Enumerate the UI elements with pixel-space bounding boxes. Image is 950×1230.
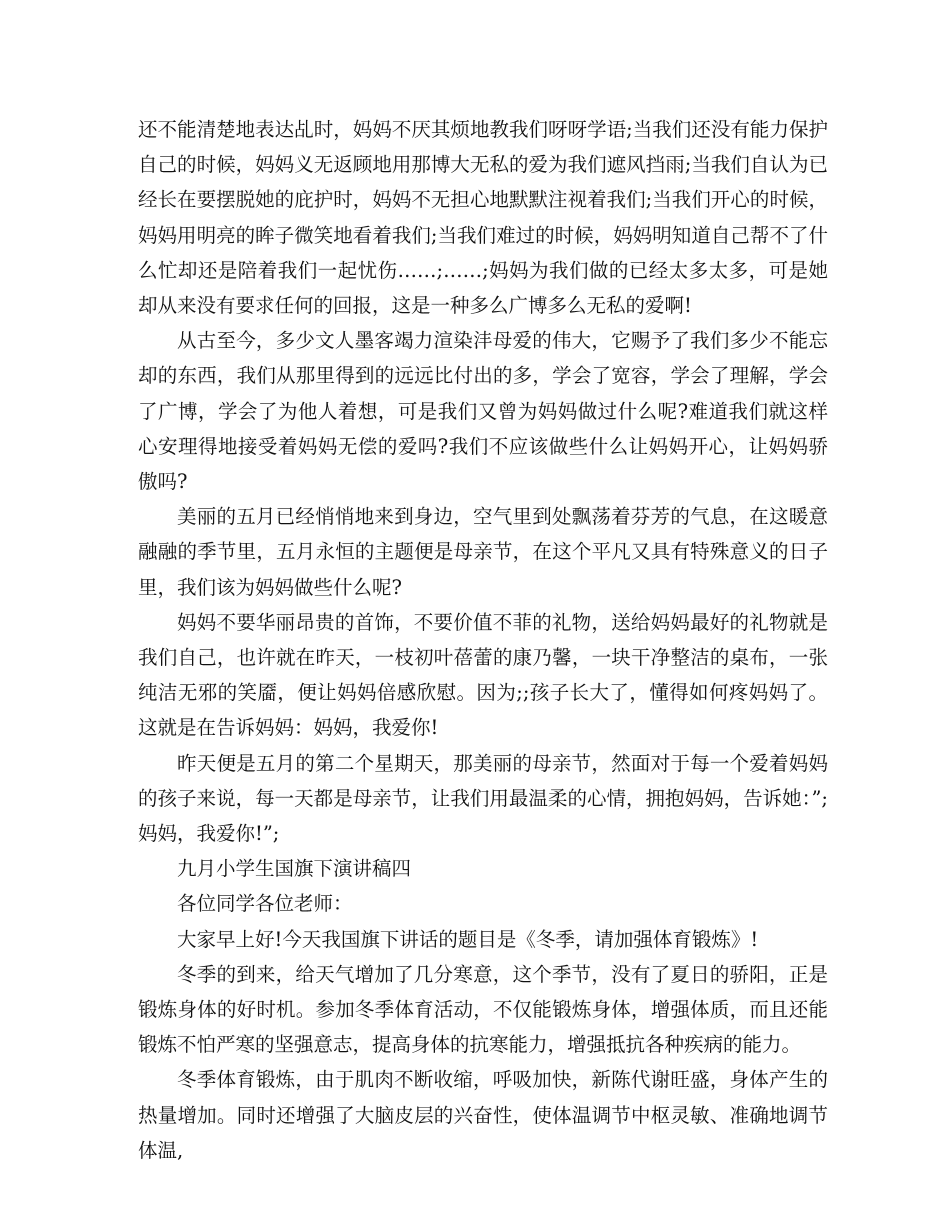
paragraph-5: 昨天便是五月的第二个星期天，那美丽的母亲节，然面对于每一个爱着妈妈的孩子来说，每一天都是母亲节，让我们用最温柔的心情，拥抱妈妈，告诉她：”;妈妈，我爱你!”; (138, 751, 828, 846)
document-body (138, 112, 828, 1168)
speech-title: 九月小学生国旗下演讲稿四 (177, 857, 412, 881)
paragraph-1: 还不能清楚地表达乩时，妈妈不厌其烦地教我们呀呀学语;当我们还没有能力保护自己的时候，妈妈义无返顾地用那博大无私的爱为我们遮风挡雨;当我们自认为已经长在要摆脱她的庇护时，妈妈不无担心地默默注视着我们;当我们开心的时候，妈妈用明亮的眸子微笑地看着我们;当我们难过的时候，妈妈明知道自己帮不了什么忙却还是陪着我们一起忧伤……;……;妈妈为我们做的已经太多太多，可是她却从来没有要求任何的回报，这是一种多么广博多么无私的爱啊! (138, 118, 828, 318)
paragraph-9: 冬季的到来，给天气增加了几分寒意，这个季节，没有了夏日的骄阳，正是锻炼身体的好时机。参加冬季体育活动，不仅能锻炼身体，增强体质，而且还能锻炼不怕严寒的坚强意志，提高身体的抗寒能力，增强抵抗各种疾病的能力。 (138, 962, 828, 1057)
paragraph-greeting: 大家早上好!今天我国旗下讲话的题目是《冬季，请加强体育锻炼》! (177, 927, 759, 951)
paragraph-2: 从古至今，多少文人墨客竭力渲染沣母爱的伟大，它赐予了我们多少不能忘却的东西，我们从那里得到的远远比付出的多，学会了宽容，学会了理解，学会了广博，学会了为他人着想，可是我们又曾为妈妈做过什么呢?难道我们就这样心安理得地接受着妈妈无偿的爱吗?我们不应该做些什么让妈妈开心，让妈妈骄傲吗? (138, 329, 828, 494)
paragraph-4: 妈妈不要华丽昂贵的首饰，不要价值不菲的礼物，送给妈妈最好的礼物就是我们自己，也许就在昨天，一枝初叶蓓蕾的康乃馨，一块干净整洁的桌布，一张纯洁无邪的笑靥，便让妈妈倍感欣慰。因为;;孩子长大了，懂得如何疼妈妈了。这就是在告诉妈妈：妈妈，我爱你! (138, 610, 828, 740)
salutation: 各位同学各位老师： (177, 892, 353, 916)
paragraph-3: 美丽的五月已经悄悄地来到身边，空气里到处飘荡着芬芳的气息，在这暖意融融的季节里，五月永恒的主题便是母亲节，在这个平凡又具有特殊意义的日子里，我们该为妈妈做些什么呢? (138, 505, 828, 599)
paragraph-10: 冬季体育锻炼，由于肌肉不断收缩，呼吸加快，新陈代谢旺盛，身体产生的热量增加。同时还增强了大脑皮层的兴奋性，使体温调节中枢灵敏、准确地调节体温, (138, 1068, 828, 1162)
